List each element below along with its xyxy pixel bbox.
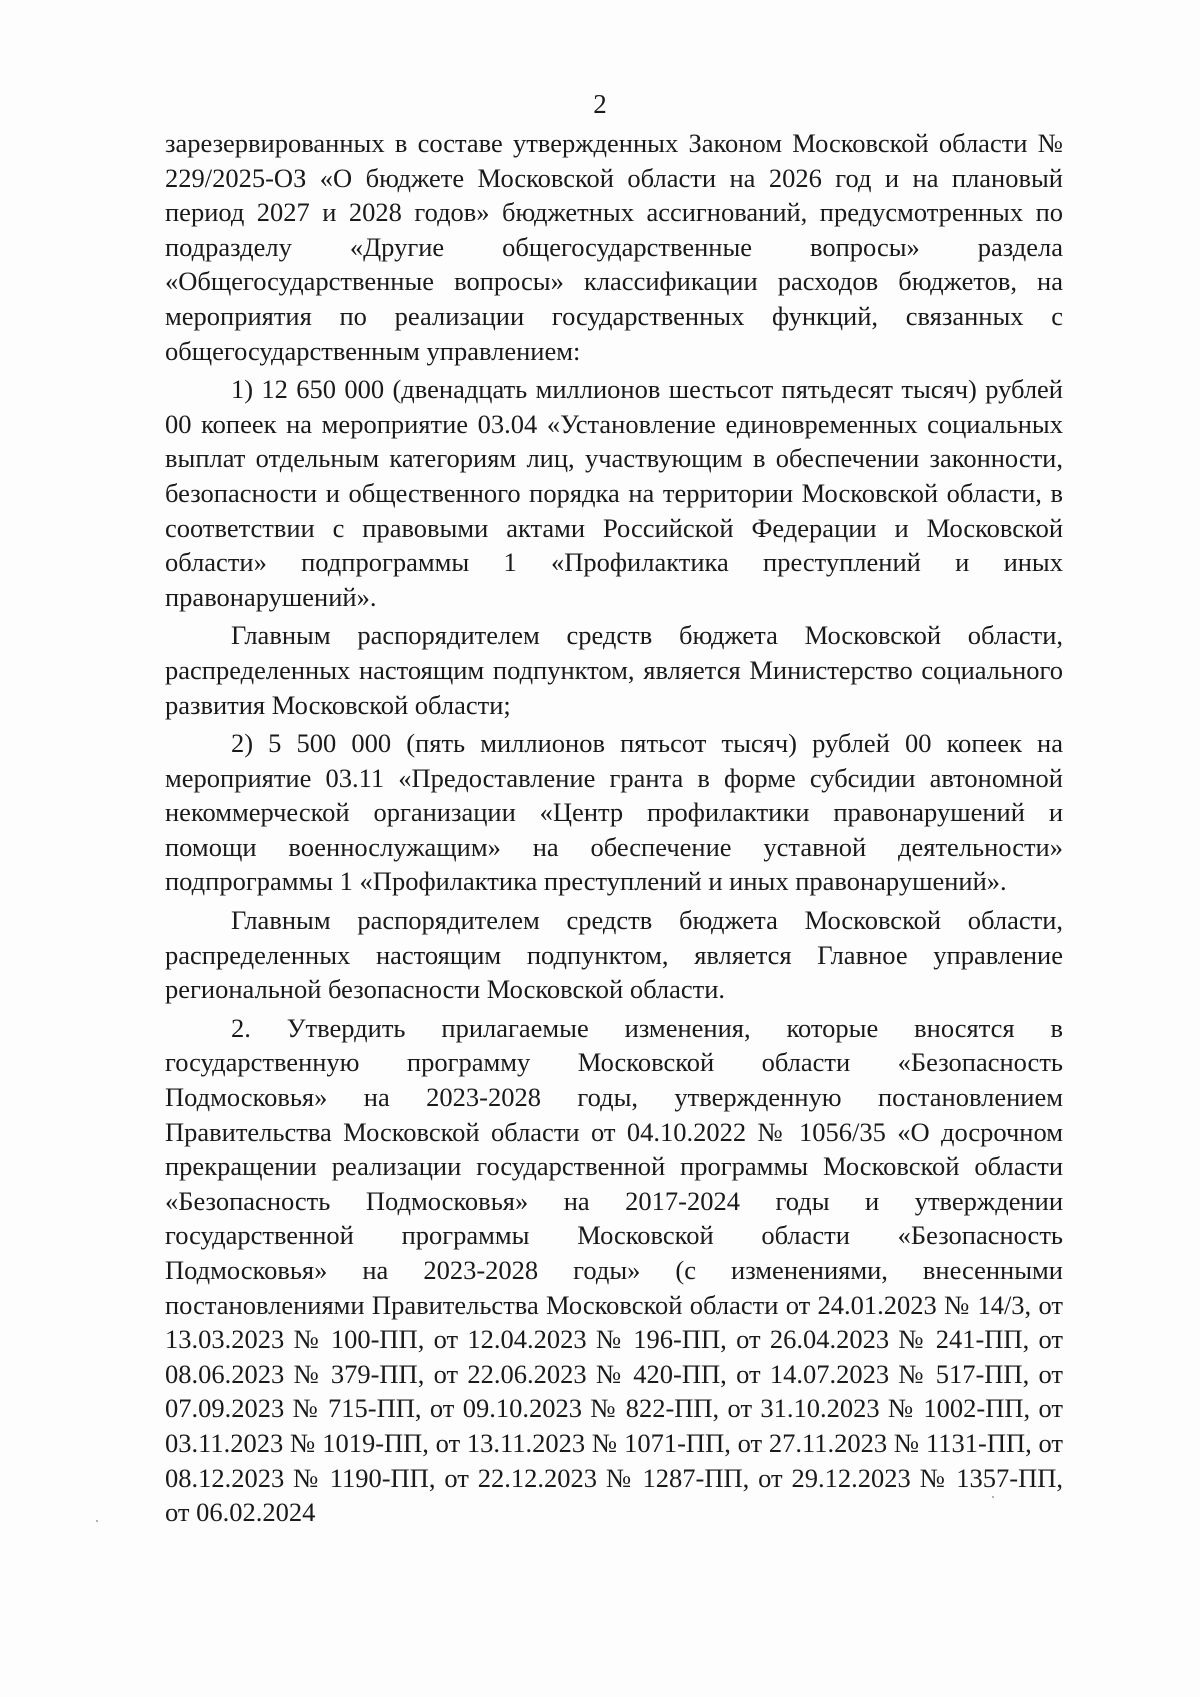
paragraph-item-2: 2) 5 500 000 (пять миллионов пятьсот тысяч) рублей 00 копеек на мероприятие 03.11 «Предоставление гранта в форме субсидии автономной некоммерческой организации «Центр профилактики правонарушений и помощи военнослужащим» на обеспечение уставной деятельности» подпрограммы 1 «Профилактика преступлений и иных правонарушений». xyxy=(165,728,1063,897)
scan-speck xyxy=(992,1496,994,1498)
paragraph-budget-reserve: зарезервированных в составе утвержденных Законом Московской области № 229/2025-ОЗ «О бюджете Московской области на 2026 год и на плановый период 2027 и 2028 годов» бюджетных ассигнований, предусмотренных по подразделу «Другие общегосударственные вопросы» раздела «Общегосударственные вопросы» классификации расходов бюджетов, на мероприятия по реализации государственных функций, связанных с общегосударственным управлением: xyxy=(165,128,1063,366)
paragraph-approve-changes: 2. Утвердить прилагаемые изменения, которые вносятся в государственную программу Московской области «Безопасность Подмосковья» на 2023-2028 годы, утвержденную постановлением Правительства Московской области от 04.10.2022 № 1056/35 «О досрочном прекращении реализации государственной программы Московской области «Безопасность Подмосковья» на 2017-2024 годы и утверждении государственной программы Московской области «Безопасность Подмосковья» на 2023-2028 годы» (с изменениями, внесенными постановлениями Правительства Московской области от 24.01.2023 № 14/3, от 13.03.2023 № 100-ПП, от 12.04.2023 № 196-ПП, от 26.04.2023 № 241-ПП, от 08.06.2023 № 379-ПП, от 22.06.2023 № 420-ПП, от 14.07.2023 № 517-ПП, от 07.09.2023 № 715-ПП, от 09.10.2023 № 822-ПП, от 31.10.2023 № 1002-ПП, от 03.11.2023 № 1019-ПП, от 13.11.2023 № 1071-ПП, от 27.11.2023 № 1131-ПП, от 08.12.2023 № 1190-ПП, от 22.12.2023 № 1287-ПП, от 29.12.2023 № 1357-ПП, от 06.02.2024 xyxy=(165,1012,1063,1528)
paragraph-item-1: 1) 12 650 000 (двенадцать миллионов шестьсот пятьдесят тысяч) рублей 00 копеек на мероприятие 03.04 «Установление единовременных социальных выплат отдельным категориям лиц, участвующим в обеспечении законности, безопасности и общественного порядка на территории Московской области, в соответствии с правовыми актами Российской Федерации и Московской области» подпрограммы 1 «Профилактика преступлений и иных правонарушений». xyxy=(165,374,1063,612)
paragraph-distributor-1: Главным распорядителем средств бюджета Московской области, распределенных настоящим подпунктом, является Министерство социального развития Московской области; xyxy=(165,620,1063,720)
document-body xyxy=(165,126,1063,1534)
scan-speck xyxy=(96,1520,98,1522)
paragraph-distributor-2: Главным распорядителем средств бюджета Московской области, распределенных настоящим подпунктом, является Главное управление региональной безопасности Московской области. xyxy=(165,905,1063,1005)
page-number: 2 xyxy=(593,89,607,119)
